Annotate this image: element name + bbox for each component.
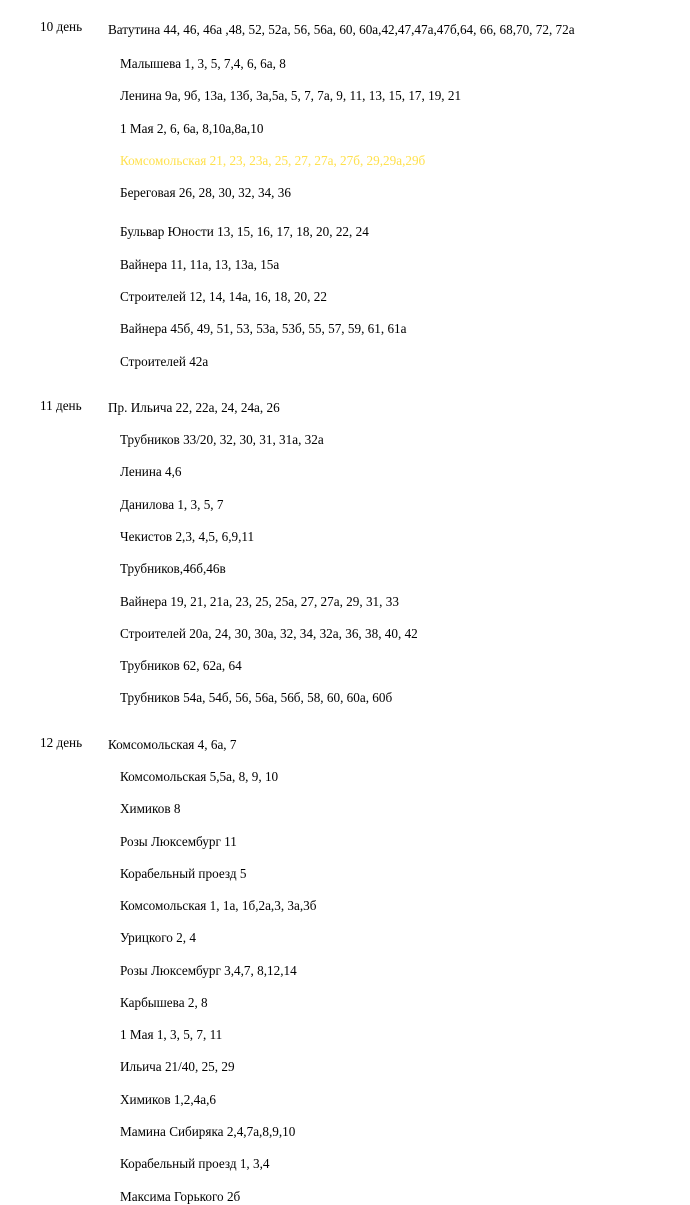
- street-row: [40, 120, 650, 138]
- street-entry: Мамина Сибиряка 2,4,7а,8,9,10: [120, 1124, 296, 1140]
- street-entry: Малышева 1, 3, 5, 7,4, 6, 6а, 8: [120, 56, 286, 72]
- street-entry: Комсомольская 4, 6а, 7: [108, 736, 237, 752]
- street-row: [40, 689, 650, 707]
- street-row: [40, 833, 650, 851]
- street-row: [40, 184, 650, 202]
- block-spacer: [40, 385, 650, 399]
- street-entry: Вайнера 19, 21, 21а, 23, 25, 25а, 27, 27а, 29, 31, 33: [120, 593, 399, 609]
- street-row: [40, 399, 650, 417]
- street-entry: Вайнера 11, 11а, 13, 13а, 15а: [120, 256, 280, 272]
- street-entry: Химиков 1,2,4а,6: [120, 1091, 216, 1107]
- street-row: [40, 288, 650, 306]
- street-entry: Корабельный проезд 5: [120, 865, 247, 881]
- street-entry: Ильича 21/40, 25, 29: [120, 1059, 235, 1075]
- street-row: [40, 320, 650, 338]
- street-entry: Береговая 26, 28, 30, 32, 34, 36: [120, 185, 291, 201]
- street-row: [40, 152, 650, 170]
- street-entry: Строителей 20а, 24, 30, 30а, 32, 34, 32а, 36, 38, 40, 42: [120, 625, 418, 641]
- street-row: [40, 800, 650, 818]
- street-row: [40, 593, 650, 611]
- day-block: [40, 736, 650, 1205]
- block-spacer: [40, 722, 650, 736]
- street-row: [40, 657, 650, 675]
- street-entry: Химиков 8: [120, 801, 181, 817]
- street-row: [40, 865, 650, 883]
- street-entry: Трубников 54а, 54б, 56, 56а, 56б, 58, 60, 60а, 60б: [120, 690, 393, 706]
- day-label: 11 день: [40, 397, 82, 413]
- street-entry: Вайнера 45б, 49, 51, 53, 53а, 53б, 55, 57, 59, 61, 61а: [120, 321, 407, 337]
- street-entry: Строителей 12, 14, 14а, 16, 18, 20, 22: [120, 289, 327, 305]
- street-row: [40, 897, 650, 915]
- street-row: [40, 736, 650, 754]
- street-row: [40, 962, 650, 980]
- street-row: [40, 929, 650, 947]
- street-entry: Чекистов 2,3, 4,5, 6,9,11: [120, 528, 255, 544]
- street-row: [40, 496, 650, 514]
- street-entry: Ватутина 44, 46, 46а ,48, 52, 52а, 56, 56а, 60, 60а,42,47,47а,47б,64, 66, 68,70, 72, 72а: [108, 22, 575, 37]
- street-row: [40, 1058, 650, 1076]
- spacer: [40, 216, 650, 223]
- street-row: [40, 1155, 650, 1173]
- street-entry: 1 Мая 1, 3, 5, 7, 11: [120, 1027, 223, 1043]
- street-entry: Карбышева 2, 8: [120, 994, 208, 1010]
- street-row: [40, 20, 650, 40]
- street-entry: Комсомольская 5,5а, 8, 9, 10: [120, 768, 279, 784]
- street-entry: 1 Мая 2, 6, 6а, 8,10а,8а,10: [120, 120, 264, 136]
- street-entry: Данилова 1, 3, 5, 7: [120, 496, 224, 512]
- street-row: [40, 431, 650, 449]
- day-block: [40, 399, 650, 707]
- street-entry: Строителей 42а: [120, 353, 209, 369]
- street-entry: Ленина 4,6: [120, 464, 182, 480]
- street-row: [40, 1091, 650, 1109]
- street-row: [40, 1188, 650, 1205]
- street-entry: Максима Горького 2б: [120, 1188, 241, 1204]
- street-row: [40, 55, 650, 73]
- day-label: 10 день: [40, 19, 83, 34]
- street-entry: Урицкого 2, 4: [120, 930, 196, 946]
- street-entry: Розы Люксембург 11: [120, 833, 237, 849]
- street-row: [40, 256, 650, 274]
- street-entry: Пр. Ильича 22, 22а, 24, 24а, 26: [108, 399, 280, 415]
- street-entry: Трубников,46б,46в: [120, 561, 226, 577]
- document-content: [40, 20, 650, 1205]
- street-row: [40, 87, 650, 105]
- street-entry: Бульвар Юности 13, 15, 16, 17, 18, 20, 22, 24: [120, 224, 369, 240]
- day-block: [40, 20, 650, 370]
- street-entry-highlighted: Комсомольская 21, 23, 23а, 25, 27, 27а, 27б, 29,29а,29б: [120, 152, 426, 168]
- street-row: [40, 353, 650, 371]
- street-row: [40, 625, 650, 643]
- street-row: [40, 994, 650, 1012]
- day-label: 12 день: [40, 734, 83, 750]
- street-row: [40, 223, 650, 241]
- street-entry: Трубников 62, 62а, 64: [120, 658, 242, 674]
- street-entry: Комсомольская 1, 1а, 1б,2а,3, 3а,3б: [120, 898, 317, 914]
- street-entry: Розы Люксембург 3,4,7, 8,12,14: [120, 962, 297, 978]
- street-entry: Трубников 33/20, 32, 30, 31, 31а, 32а: [120, 432, 324, 448]
- street-row: [40, 768, 650, 786]
- street-entry: Ленина 9а, 9б, 13а, 13б, 3а,5а, 5, 7, 7а, 9, 11, 13, 15, 17, 19, 21: [120, 88, 462, 104]
- street-row: [40, 463, 650, 481]
- street-row: [40, 1123, 650, 1141]
- street-entry: Корабельный проезд 1, 3,4: [120, 1156, 270, 1172]
- street-row: [40, 560, 650, 578]
- street-row: [40, 1026, 650, 1044]
- street-row: [40, 528, 650, 546]
